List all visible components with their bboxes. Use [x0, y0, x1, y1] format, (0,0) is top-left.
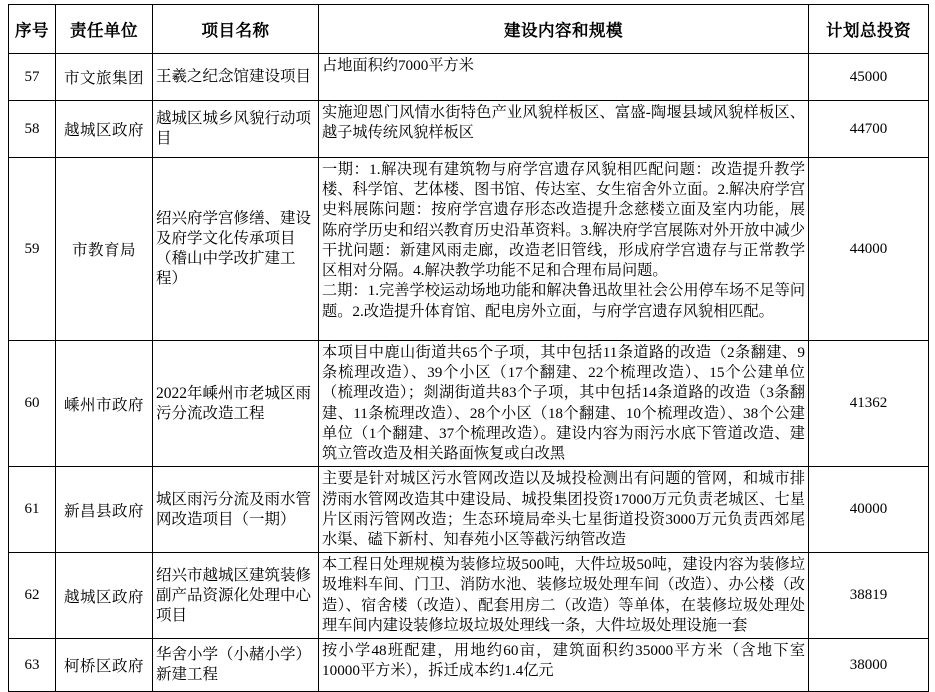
cell-name: 2022年嵊州市老城区雨污分流改造工程 [153, 341, 319, 467]
table-row [9, 341, 929, 467]
cell-unit: 市教育局 [56, 158, 153, 341]
content-paragraph: 按小学48班配建，用地约60亩，建筑面积约35000平方米（含地下室10000平方米），拆迁成本约1.4亿元 [322, 642, 805, 680]
cell-invest: 44700 [809, 101, 929, 158]
column-header-name: 项目名称 [153, 5, 319, 54]
cell-invest: 45000 [809, 54, 929, 101]
table-header-row [9, 5, 929, 54]
column-header-seq: 序号 [9, 5, 56, 54]
cell-seq: 62 [9, 553, 56, 639]
cell-unit: 柯桥区政府 [56, 639, 153, 692]
cell-content [319, 341, 809, 467]
table-row [9, 158, 929, 341]
table-header [9, 5, 929, 54]
cell-seq: 61 [9, 467, 56, 553]
cell-content [319, 54, 809, 101]
cell-name: 绍兴市越城区建筑装修副产品资源化处理中心项目 [153, 553, 319, 639]
cell-invest: 38819 [809, 553, 929, 639]
project-investment-table [8, 4, 929, 692]
cell-seq: 57 [9, 54, 56, 101]
cell-content [319, 101, 809, 158]
column-header-unit: 责任单位 [56, 5, 153, 54]
cell-unit: 嵊州市政府 [56, 341, 153, 467]
content-paragraph: 二期：1.完善学校运动场地功能和解决鲁迅故里社会公用停车场不足等问题。2.改造提升体育馆、配电房外立面，与府学宫遗存风貌相匹配。 [322, 282, 805, 320]
content-paragraph: 占地面积约7000平方米 [322, 57, 474, 74]
cell-name: 越城区城乡风貌行动项目 [153, 101, 319, 158]
table-row [9, 467, 929, 553]
cell-unit: 新昌县政府 [56, 467, 153, 553]
cell-unit: 越城区政府 [56, 553, 153, 639]
cell-seq: 63 [9, 639, 56, 692]
content-paragraph: 一期：1.解决现有建筑物与府学宫遗存风貌相匹配问题：改造提升教学楼、科学馆、艺体楼、图书馆、传达室、女生宿舍外立面。2.解决府学宫史料展陈问题：按府学宫遗存形态改造提升念慈楼立面及室内功能，展陈府学历史和绍兴教育历史沿革资料。3.解决府学宫展陈对外开放中减少干扰问题：新建风雨走廊，改造老旧管线，形成府学宫遗存与正常教学区相对分隔。4.解决教学功能不足和合理布局问题。 [322, 161, 805, 280]
table-row [9, 54, 929, 101]
cell-content [319, 553, 809, 639]
content-paragraph: 本项目中鹿山街道共65个子项，其中包括11条道路的改造（2条翻建、9条梳理改造）、39个小区（17个翻建、22个梳理改造）、15个公建单位（梳理改造）；剡湖街道共83个子项，其中包括14条道路的改造（3条翻建、11条梳理改造）、28个小区（18个翻建、10个梳理改造）、38个公建单位（1个翻建、37个梳理改造）。建设内容为雨污水底下管道改造、建筑立管改造及相关路面恢复或白改黑 [322, 344, 805, 463]
cell-content [319, 467, 809, 553]
cell-unit: 市文旅集团 [56, 54, 153, 101]
cell-invest: 40000 [809, 467, 929, 553]
cell-seq: 59 [9, 158, 56, 341]
column-header-content: 建设内容和规模 [319, 5, 809, 54]
table-row [9, 101, 929, 158]
table-row [9, 553, 929, 639]
content-paragraph: 主要是针对城区污水管网改造以及城投检测出有问题的管网，和城市排涝雨水管网改造其中建设局、城投集团投资17000万元负责老城区、七星片区雨污管网改造；生态环境局牵头七星街道投资3000万元负责西郊尾水渠、磕下新村、知春苑小区等截污纳管改造 [322, 470, 805, 548]
content-paragraph: 本工程日处理规模为装修垃圾500吨，大件垃圾50吨，建设内容为装修垃圾堆料车间、门卫、消防水池、装修垃圾处理车间（改造）、办公楼（改造）、宿舍楼（改造）、配套用房二（改造）等单体，在装修垃圾处理处理车间内建设装修垃圾垃圾处理线一条，大件垃圾处理设施一套 [322, 556, 805, 634]
cell-seq: 60 [9, 341, 56, 467]
cell-content [319, 639, 809, 692]
column-header-invest: 计划总投资 [809, 5, 929, 54]
cell-invest: 41362 [809, 341, 929, 467]
cell-name: 城区雨污分流及雨水管网改造项目（一期） [153, 467, 319, 553]
cell-invest: 44000 [809, 158, 929, 341]
cell-invest: 38000 [809, 639, 929, 692]
cell-content [319, 158, 809, 341]
table-body [9, 54, 929, 692]
content-paragraph: 实施迎恩门风情水街特色产业风貌样板区、富盛-陶堰县域风貌样板区、越子城传统风貌样板区 [322, 104, 805, 142]
table-row [9, 639, 929, 692]
cell-unit: 越城区政府 [56, 101, 153, 158]
cell-name: 绍兴府学宫修缮、建设及府学文化传承项目（稽山中学改扩建工程） [153, 158, 319, 341]
cell-name: 王羲之纪念馆建设项目 [153, 54, 319, 101]
cell-seq: 58 [9, 101, 56, 158]
cell-name: 华舍小学（小赭小学）新建工程 [153, 639, 319, 692]
